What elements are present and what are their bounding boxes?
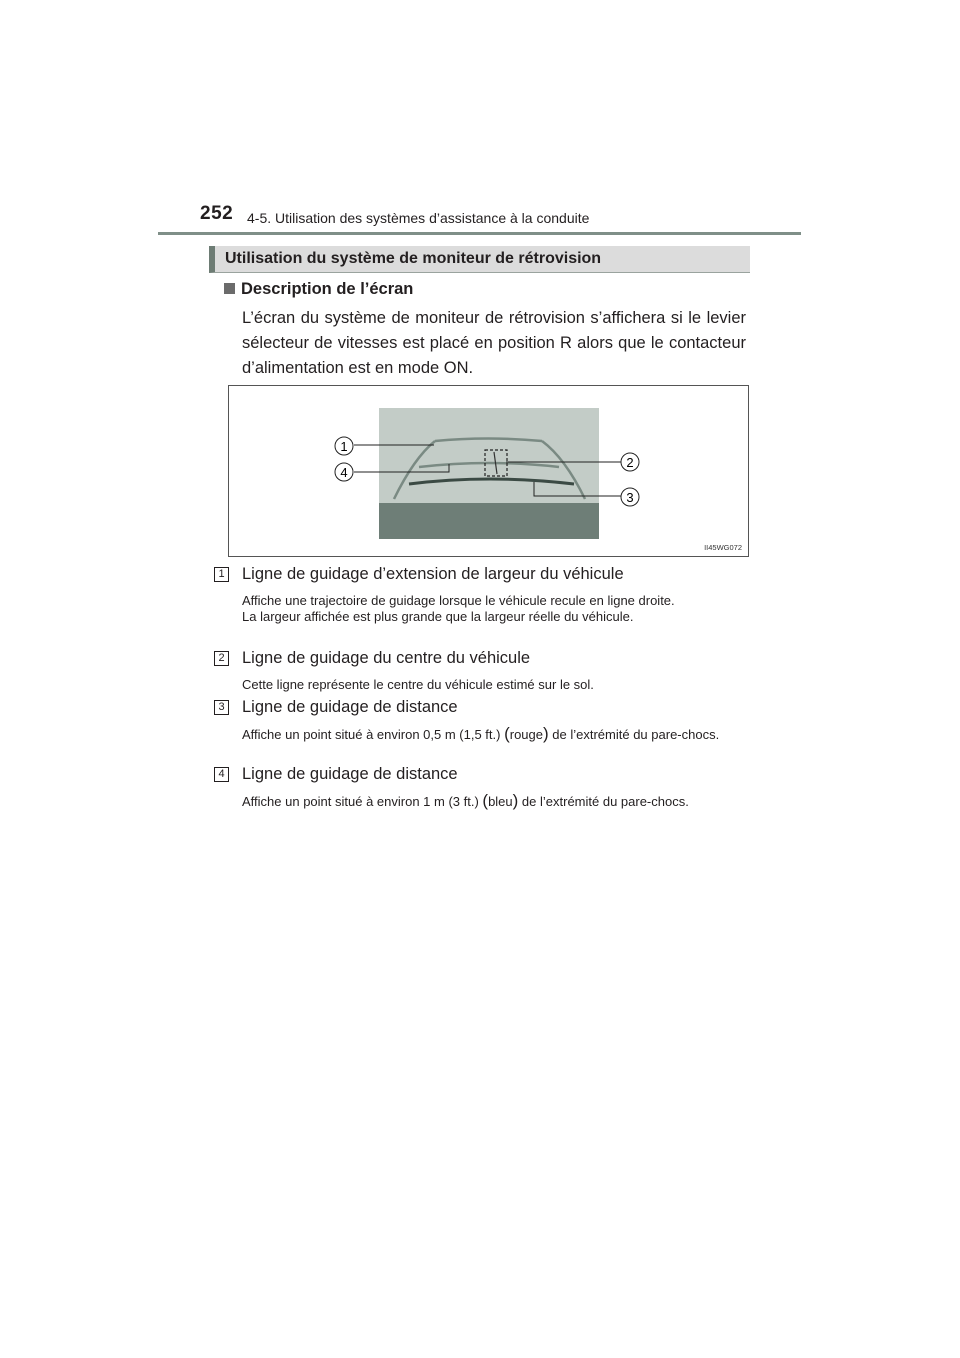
list-item: [214, 649, 749, 694]
camera-view-background: [379, 408, 599, 503]
item-description: [242, 593, 745, 625]
square-bullet-icon: [224, 283, 235, 294]
rear-view-monitor-figure: [228, 385, 749, 557]
header-divider: [158, 232, 801, 235]
chapter-header: 4-5. Utilisation des systèmes d’assistance à la conduite: [247, 210, 590, 226]
item-description-text: de l’extrémité du pare-chocs.: [518, 794, 689, 809]
section-heading-bar: [209, 246, 750, 273]
item-description-text: Affiche un point situé à environ 1 m (3 ft.): [242, 794, 483, 809]
section-title: Utilisation du système de moniteur de rétrovision: [225, 250, 602, 267]
item-number-badge: 4: [214, 767, 229, 782]
bumper-area: [379, 503, 599, 539]
item-description: Affiche un point situé à environ 1 m (3 ft.) (bleu) de l’extrémité du pare-chocs.: [242, 791, 689, 810]
subsection-heading: [224, 280, 413, 299]
item-description-line: Affiche une trajectoire de guidage lorsque le véhicule recule en ligne droite.: [242, 593, 675, 608]
item-description-text: Affiche un point situé à environ 0,5 m (1,5 ft.): [242, 727, 505, 742]
monitor-screen-illustration: [229, 386, 750, 558]
subsection-title: Description de l’écran: [241, 280, 414, 298]
item-description-line: Cette ligne représente le centre du véhicule estimé sur le sol.: [242, 677, 594, 692]
callout-4-label: 4: [340, 465, 348, 480]
item-number-badge: 3: [214, 700, 229, 715]
item-title: Ligne de guidage du centre du véhicule: [242, 649, 531, 667]
callout-1-label: 1: [340, 439, 348, 454]
item-title: Ligne de guidage d’extension de largeur du véhicule: [242, 565, 624, 583]
callout-2-label: 2: [626, 455, 634, 470]
item-number-badge: 2: [214, 651, 229, 666]
list-item: [214, 765, 749, 827]
item-title: Ligne de guidage de distance: [242, 765, 458, 783]
item-description: Affiche un point situé à environ 0,5 m (1,5 ft.) (rouge) de l’extrémité du pare-chocs.: [242, 724, 720, 743]
line-color-label: bleu: [488, 794, 513, 809]
list-item: [214, 565, 749, 645]
page-number: 252: [200, 203, 234, 224]
item-number-badge: 1: [214, 567, 229, 582]
list-item: [214, 698, 749, 760]
line-color-label: rouge: [509, 727, 543, 742]
item-description: [242, 677, 745, 693]
item-title: Ligne de guidage de distance: [242, 698, 458, 716]
figure-code: II45WG072: [704, 543, 742, 552]
item-description-line: La largeur affichée est plus grande que la largeur réelle du véhicule.: [242, 609, 634, 624]
intro-paragraph: L’écran du système de moniteur de rétrovision s’affichera si le levier sélecteur de vitesses est placé en position R alors que le contacteur d’alimentation est en mode ON.: [242, 309, 746, 377]
callout-3-label: 3: [626, 490, 634, 505]
item-description-text: de l’extrémité du pare-chocs.: [548, 727, 720, 742]
